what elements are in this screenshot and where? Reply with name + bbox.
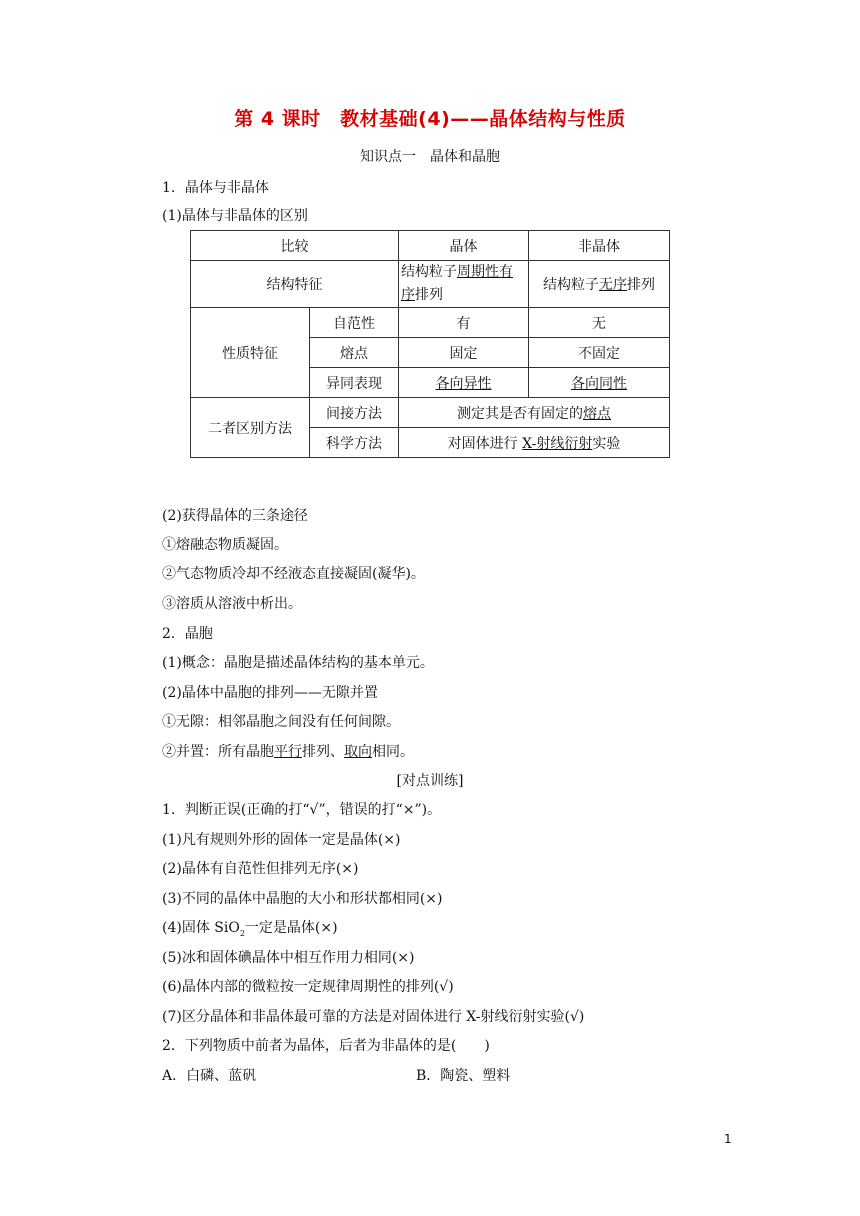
text: 排列、: [302, 744, 344, 760]
text-line: [162, 917, 338, 938]
text-line: (3)不同的晶体中晶胞的大小和形状都相同(×): [162, 891, 443, 907]
question-2: 2．下列物质中前者为晶体，后者为非晶体的是( ): [162, 1038, 490, 1054]
self-crystal: 有: [399, 308, 529, 338]
answer-underlined: 取向: [344, 744, 372, 760]
cell-text: 排列: [415, 287, 443, 303]
text-line: (2)获得晶体的三条途径: [162, 508, 308, 524]
answer-underlined: 平行: [274, 744, 302, 760]
page-number: 1: [724, 1132, 732, 1146]
sci-value: [399, 428, 670, 458]
self-label: 自范性: [310, 308, 399, 338]
text-line: (7)区分晶体和非晶体最可靠的方法是对固体进行 X-射线衍射实验(√): [162, 1009, 585, 1025]
prop-label: 性质特征: [191, 308, 310, 398]
text: (4)固体 SiO: [162, 920, 240, 936]
cell-text: 对固体进行: [447, 435, 523, 452]
mp-crystal: 固定: [399, 338, 529, 368]
cell-text: 排列: [627, 277, 655, 293]
method-label: 二者区别方法: [191, 398, 310, 458]
text-line: [162, 741, 414, 761]
section-subtitle: 知识点一 晶体和晶胞: [360, 149, 500, 165]
subheading-difference: (1)晶体与非晶体的区别: [162, 208, 308, 224]
iso-crystal: [399, 368, 529, 398]
table-row: [191, 308, 670, 338]
self-noncrystal: 无: [529, 308, 670, 338]
answer-underlined: X-射线衍射: [522, 435, 593, 452]
table-row: [191, 398, 670, 428]
indirect-label: 间接方法: [310, 398, 399, 428]
struct-crystal: [399, 261, 529, 308]
text-line: 2．晶胞: [162, 626, 213, 642]
text-line: (6)晶体内部的微粒按一定规律周期性的排列(√): [162, 979, 454, 995]
text-line: ①无隙：相邻晶胞之间没有任何间隙。: [162, 714, 400, 730]
answer-underlined: 周期性有序: [401, 264, 513, 303]
cell-text: 测定其是否有固定的: [457, 405, 583, 422]
table-row: [191, 231, 670, 261]
text-line: ②气态物质冷却不经液态直接凝固(凝华)。: [162, 566, 425, 582]
text-line: (1)概念：晶胞是描述晶体结构的基本单元。: [162, 655, 434, 671]
answer-underlined: 各向同性: [571, 375, 627, 392]
header-compare: 比较: [191, 231, 399, 261]
mp-label: 熔点: [310, 338, 399, 368]
cell-text: 实验: [592, 435, 621, 452]
table-row: [191, 261, 670, 308]
text-line: ③溶质从溶液中析出。: [162, 596, 302, 612]
text: 一定是晶体(×): [244, 920, 338, 936]
mp-noncrystal: 不固定: [529, 338, 670, 368]
page-title: 第 4 课时 教材基础(4)——晶体结构与性质: [234, 108, 626, 130]
text-line: (2)晶体有自范性但排列无序(×): [162, 861, 359, 877]
text-line: (2)晶体中晶胞的排列——无隙并置: [162, 685, 378, 701]
text-line: (1)凡有规则外形的固体一定是晶体(×): [162, 832, 401, 848]
heading-crystal-vs-noncrystal: 1．晶体与非晶体: [162, 180, 269, 196]
comparison-table: [190, 230, 670, 458]
option-b: B．陶瓷、塑料: [416, 1068, 511, 1084]
header-crystal: 晶体: [399, 231, 529, 261]
sci-label: 科学方法: [310, 428, 399, 458]
iso-noncrystal: [529, 368, 670, 398]
text-line: ①熔融态物质凝固。: [162, 537, 288, 553]
option-a: A．白磷、蓝矾: [162, 1068, 257, 1084]
iso-label: 异同表现: [310, 368, 399, 398]
cell-text: 结构粒子: [543, 277, 599, 293]
text-line: (5)冰和固体碘晶体中相互作用力相同(×): [162, 950, 415, 966]
header-noncrystal: 非晶体: [529, 231, 670, 261]
answer-underlined: 无序: [599, 277, 627, 293]
answer-underlined: 各向异性: [435, 375, 492, 392]
answer-underlined: 熔点: [583, 405, 611, 422]
subscript: 2: [239, 928, 245, 938]
cell-text: 结构粒子: [401, 264, 457, 280]
text: 相同。: [372, 744, 414, 760]
struct-noncrystal: [529, 261, 670, 308]
text: ②并置：所有晶胞: [162, 744, 274, 760]
question-1: 1．判断正误(正确的打“√”，错误的打“×”)。: [162, 802, 442, 818]
practice-heading: [对点训练]: [396, 773, 464, 789]
struct-label: 结构特征: [191, 261, 399, 308]
indirect-value: [399, 398, 670, 428]
